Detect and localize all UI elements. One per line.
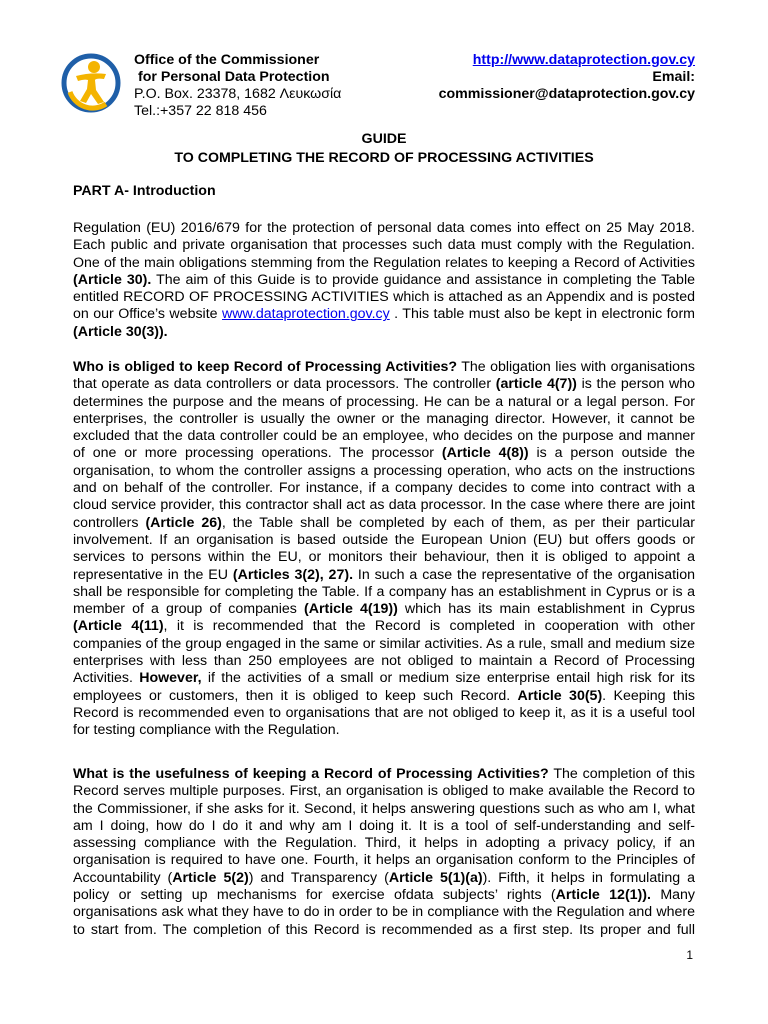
text-line: involvement. If an organisation is based outside the European Union (EU) but offers goods or [73, 531, 695, 548]
office-phone: Tel.:+357 22 818 456 [134, 103, 267, 119]
text-line: enterprises with less than 250 employees are not obliged to maintain a Record of Processing [73, 653, 695, 670]
office-address [134, 52, 341, 120]
section-heading: PART A- Introduction [73, 183, 216, 199]
text-line: Each public and private organisation that processes such data must comply with the Regulation. [73, 237, 695, 254]
text-line: Accountability (Article 5(2)) and Transparency (Article 5(1)(a)). Fifth, it helps in formulating a [73, 869, 696, 886]
contact-info [439, 52, 695, 103]
office-website-link[interactable]: www.dataprotection.gov.cy [222, 306, 390, 323]
paragraph-who-obliged [73, 359, 695, 740]
office-name: Office of the Commissioner [134, 52, 320, 68]
text-line: policy or setting up mechanisms for exercise ofdata subjects’ rights (Article 12(1)). Many [73, 887, 696, 904]
text-line: Record serves multiple purposes. First, an organisation is obliged to make available the Record to [73, 783, 695, 800]
office-po-box: P.O. Box. 23378, 1682 Λευκωσία [134, 86, 342, 102]
text-line: (Article 30). The aim of this Guide is to provide guidance and assistance in completing the Table [73, 271, 695, 288]
text-line: member of a group of companies (Article 4(19)) which has its main establishment in Cyprus [73, 601, 695, 618]
document-subtitle: TO COMPLETING THE RECORD OF PROCESSING ACTIVITIES [174, 150, 594, 166]
text-line: entitled RECORD OF PROCESSING ACTIVITIES which is attached as an Appendix and is posted [73, 289, 695, 306]
text-line: on our Office’s website www.dataprotection.gov.cy . This table must also be kept in electronic form [73, 306, 695, 323]
text-line: for testing compliance with the Regulation. [73, 722, 340, 739]
page-number: 1 [686, 948, 693, 962]
text-line: shall be responsible for completing the Table. If a company has an establishment in Cyprus or is a [73, 583, 695, 600]
text-line: Regulation (EU) 2016/679 for the protection of personal data comes into effect on 25 May 2018. [73, 220, 695, 236]
website-link[interactable]: http://www.dataprotection.gov.cy [472, 52, 695, 68]
text-line: excluded that the data controller could be an employee, who decides on the purpose and manner [73, 428, 695, 445]
person-logo-icon [60, 52, 122, 114]
text-line: companies of the group engaged in the same or similar activities. As a rule, small and medium size [73, 635, 695, 652]
email-label: Email: [652, 69, 695, 85]
text-line: Record is recommended even to organisations that are not obliged to keep it, as it is a useful tool [73, 704, 695, 721]
text-line: the Commissioner, if she asks for it. Second, it helps answering questions such as who am I, what [73, 800, 695, 817]
text-line: enterprises, the controller is usually the owner or the managing director. However, it cannot be [73, 410, 695, 427]
text-line: representative in the EU (Articles 3(2), 27). In such a case the representative of the organisation [73, 566, 695, 583]
paragraph-intro [73, 220, 695, 341]
text-line: (Article 30(3)). [73, 323, 168, 340]
text-line: organisation is required to have one. Fourth, it helps an organisation conform to the Principles of [73, 852, 695, 869]
text-line: employees or customers, then it is obliged to keep such Record. Article 30(5). Keeping this [73, 687, 695, 704]
text-line: What is the usefulness of keeping a Record of Processing Activities? The completion of this [73, 766, 695, 782]
text-line: One of the main obligations stemming from the Regulation relates to keeping a Record of Activities [73, 254, 695, 271]
email-address: commissioner@dataprotection.gov.cy [438, 86, 695, 102]
text-line: controllers (Article 26), the Table shall be completed by each of them, as per their particular [73, 514, 696, 531]
text-line: (Article 4(11), it is recommended that the Record is completed in cooperation with other [73, 618, 695, 635]
text-line: and on behalf of the controller. For instance, if a company decides to come into contract with a [73, 480, 695, 497]
text-line: to start from. The completion of this Record is recommended as a first step. Its proper and full [73, 921, 695, 938]
text-line: assessing compliance with the Regulation. Third, it helps in adopting a privacy policy, if an [73, 835, 695, 852]
text-line: organisation, to whom the controller assigns a processing operation, who acts on the instructions [73, 462, 695, 479]
text-line: Who is obliged to keep Record of Processing Activities? The obligation lies with organisations [73, 359, 695, 375]
text-line: services to persons within the EU, or monitors their behaviour, then it is obliged to appoint a [73, 549, 695, 566]
paragraph-usefulness [73, 766, 695, 939]
document-title: GUIDE [361, 131, 407, 147]
text-line: that operate as data controllers or data processors. The controller (article 4(7)) is the person who [73, 376, 696, 393]
text-line: organisations ask what they have to do in order to be in compliance with the Regulation and where [73, 904, 695, 921]
text-line: am I doing, how do I do it and why am I doing it. It is a tool of self-understanding and self- [73, 817, 695, 834]
text-line: cloud service provider, this contractor shall act as data processor. In the case where there are joint [73, 497, 695, 514]
text-line: determines the purpose and the means of processing. He can be a natural or a legal person. For [73, 393, 695, 410]
text-line: of one or more processing operations. The processor (Article 4(8)) is a person outside the [73, 445, 696, 462]
text-line: Activities. However, if the activities of a small or medium size enterprise entail high risk for its [73, 670, 695, 687]
office-subtitle: for Personal Data Protection [138, 69, 330, 85]
